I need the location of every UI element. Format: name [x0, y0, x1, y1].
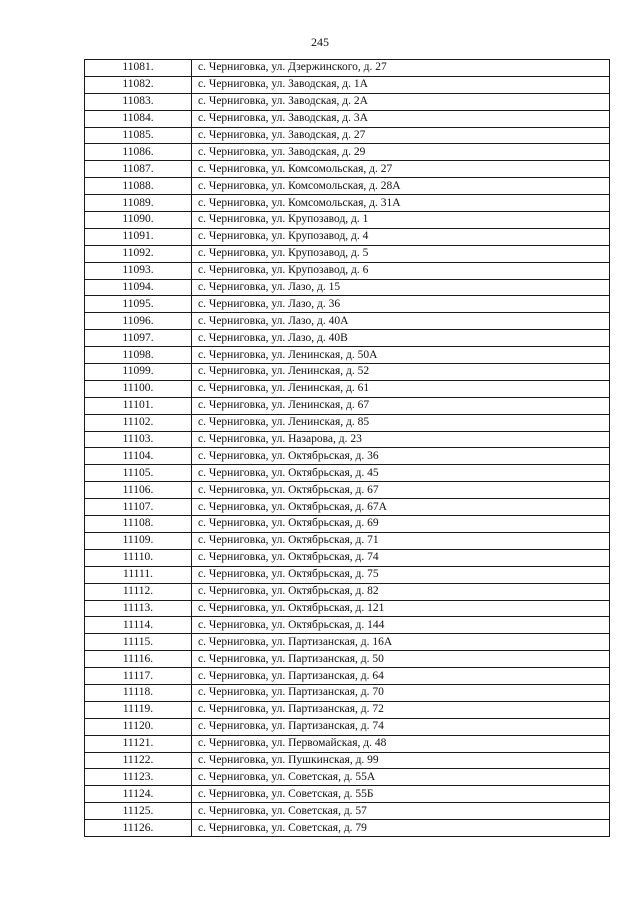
row-number-cell: 11089.	[85, 195, 192, 212]
table-row	[85, 566, 610, 583]
table-row	[85, 820, 610, 837]
address-cell: с. Черниговка, ул. Заводская, д. 3А	[192, 110, 610, 127]
address-cell: с. Черниговка, ул. Октябрьская, д. 144	[192, 617, 610, 634]
row-number-cell: 11086.	[85, 144, 192, 161]
address-cell: с. Черниговка, ул. Ленинская, д. 85	[192, 414, 610, 431]
table-row	[85, 228, 610, 245]
row-number-cell: 11109.	[85, 532, 192, 549]
address-cell: с. Черниговка, ул. Лазо, д. 40А	[192, 313, 610, 330]
table-row	[85, 634, 610, 651]
row-number-cell: 11103.	[85, 431, 192, 448]
row-number-cell: 11099.	[85, 364, 192, 381]
address-cell: с. Черниговка, ул. Октябрьская, д. 36	[192, 448, 610, 465]
row-number-cell: 11117.	[85, 668, 192, 685]
address-cell: с. Черниговка, ул. Крупозавод, д. 6	[192, 262, 610, 279]
address-cell: с. Черниговка, ул. Дзержинского, д. 27	[192, 60, 610, 77]
table-row	[85, 701, 610, 718]
table-row	[85, 279, 610, 296]
address-cell: с. Черниговка, ул. Октябрьская, д. 67А	[192, 499, 610, 516]
row-number-cell: 11083.	[85, 93, 192, 110]
table-row	[85, 549, 610, 566]
address-cell: с. Черниговка, ул. Назарова, д. 23	[192, 431, 610, 448]
address-cell: с. Черниговка, ул. Октябрьская, д. 121	[192, 600, 610, 617]
row-number-cell: 11088.	[85, 178, 192, 195]
table-row	[85, 499, 610, 516]
address-cell: с. Черниговка, ул. Заводская, д. 27	[192, 127, 610, 144]
row-number-cell: 11095.	[85, 296, 192, 313]
table-row	[85, 684, 610, 701]
table-row	[85, 651, 610, 668]
row-number-cell: 11106.	[85, 482, 192, 499]
address-cell: с. Черниговка, ул. Партизанская, д. 70	[192, 684, 610, 701]
address-cell: с. Черниговка, ул. Заводская, д. 1А	[192, 76, 610, 93]
row-number-cell: 11087.	[85, 161, 192, 178]
address-cell: с. Черниговка, ул. Крупозавод, д. 4	[192, 228, 610, 245]
table-row	[85, 465, 610, 482]
address-cell: с. Черниговка, ул. Советская, д. 79	[192, 820, 610, 837]
row-number-cell: 11100.	[85, 380, 192, 397]
address-cell: с. Черниговка, ул. Партизанская, д. 74	[192, 718, 610, 735]
address-cell: с. Черниговка, ул. Советская, д. 55А	[192, 769, 610, 786]
page-number: 245	[311, 35, 329, 49]
row-number-cell: 11118.	[85, 684, 192, 701]
address-cell: с. Черниговка, ул. Крупозавод, д. 1	[192, 212, 610, 229]
row-number-cell: 11096.	[85, 313, 192, 330]
address-cell: с. Черниговка, ул. Октябрьская, д. 69	[192, 516, 610, 533]
address-cell: с. Черниговка, ул. Ленинская, д. 67	[192, 397, 610, 414]
table-row	[85, 93, 610, 110]
address-cell: с. Черниговка, ул. Советская, д. 57	[192, 803, 610, 820]
address-cell: с. Черниговка, ул. Крупозавод, д. 5	[192, 245, 610, 262]
row-number-cell: 11124.	[85, 786, 192, 803]
row-number-cell: 11082.	[85, 76, 192, 93]
address-cell: с. Черниговка, ул. Советская, д. 55Б	[192, 786, 610, 803]
table-row	[85, 718, 610, 735]
row-number-cell: 11102.	[85, 414, 192, 431]
table-row	[85, 178, 610, 195]
table-row	[85, 431, 610, 448]
table-row	[85, 110, 610, 127]
address-cell: с. Черниговка, ул. Заводская, д. 2А	[192, 93, 610, 110]
address-cell: с. Черниговка, ул. Лазо, д. 40В	[192, 330, 610, 347]
address-cell: с. Черниговка, ул. Партизанская, д. 50	[192, 651, 610, 668]
row-number-cell: 11105.	[85, 465, 192, 482]
address-cell: с. Черниговка, ул. Ленинская, д. 52	[192, 364, 610, 381]
row-number-cell: 11112.	[85, 583, 192, 600]
row-number-cell: 11081.	[85, 60, 192, 77]
table-row	[85, 380, 610, 397]
row-number-cell: 11101.	[85, 397, 192, 414]
row-number-cell: 11094.	[85, 279, 192, 296]
table-row	[85, 60, 610, 77]
table-row	[85, 482, 610, 499]
row-number-cell: 11093.	[85, 262, 192, 279]
address-cell: с. Черниговка, ул. Октябрьская, д. 75	[192, 566, 610, 583]
address-cell: с. Черниговка, ул. Ленинская, д. 50А	[192, 347, 610, 364]
address-cell: с. Черниговка, ул. Партизанская, д. 64	[192, 668, 610, 685]
table-row	[85, 448, 610, 465]
table-row	[85, 313, 610, 330]
table-row	[85, 262, 610, 279]
table-row	[85, 516, 610, 533]
table-row	[85, 786, 610, 803]
row-number-cell: 11120.	[85, 718, 192, 735]
row-number-cell: 11111.	[85, 566, 192, 583]
table-row	[85, 583, 610, 600]
table-row	[85, 127, 610, 144]
address-cell: с. Черниговка, ул. Октябрьская, д. 45	[192, 465, 610, 482]
row-number-cell: 11115.	[85, 634, 192, 651]
address-cell: с. Черниговка, ул. Октябрьская, д. 71	[192, 532, 610, 549]
row-number-cell: 11092.	[85, 245, 192, 262]
table-row	[85, 144, 610, 161]
table-row	[85, 735, 610, 752]
row-number-cell: 11113.	[85, 600, 192, 617]
table-row	[85, 212, 610, 229]
table-row	[85, 769, 610, 786]
row-number-cell: 11097.	[85, 330, 192, 347]
table-row	[85, 245, 610, 262]
address-cell: с. Черниговка, ул. Октябрьская, д. 74	[192, 549, 610, 566]
row-number-cell: 11098.	[85, 347, 192, 364]
table-row	[85, 330, 610, 347]
row-number-cell: 11084.	[85, 110, 192, 127]
row-number-cell: 11108.	[85, 516, 192, 533]
row-number-cell: 11123.	[85, 769, 192, 786]
row-number-cell: 11085.	[85, 127, 192, 144]
row-number-cell: 11122.	[85, 752, 192, 769]
table-row	[85, 397, 610, 414]
address-cell: с. Черниговка, ул. Пушкинская, д. 99	[192, 752, 610, 769]
row-number-cell: 11125.	[85, 803, 192, 820]
address-table-body	[85, 60, 610, 837]
row-number-cell: 11126.	[85, 820, 192, 837]
table-row	[85, 668, 610, 685]
row-number-cell: 11116.	[85, 651, 192, 668]
table-row	[85, 414, 610, 431]
address-cell: с. Черниговка, ул. Октябрьская, д. 67	[192, 482, 610, 499]
address-cell: с. Черниговка, ул. Комсомольская, д. 31А	[192, 195, 610, 212]
address-cell: с. Черниговка, ул. Лазо, д. 36	[192, 296, 610, 313]
table-row	[85, 600, 610, 617]
address-cell: с. Черниговка, ул. Октябрьская, д. 82	[192, 583, 610, 600]
address-cell: с. Черниговка, ул. Партизанская, д. 16А	[192, 634, 610, 651]
address-cell: с. Черниговка, ул. Заводская, д. 29	[192, 144, 610, 161]
row-number-cell: 11091.	[85, 228, 192, 245]
address-cell: с. Черниговка, ул. Ленинская, д. 61	[192, 380, 610, 397]
table-row	[85, 347, 610, 364]
address-table	[84, 59, 610, 837]
table-row	[85, 803, 610, 820]
address-cell: с. Черниговка, ул. Партизанская, д. 72	[192, 701, 610, 718]
row-number-cell: 11090.	[85, 212, 192, 229]
table-row	[85, 617, 610, 634]
row-number-cell: 11121.	[85, 735, 192, 752]
address-cell: с. Черниговка, ул. Комсомольская, д. 28А	[192, 178, 610, 195]
table-row	[85, 296, 610, 313]
table-row	[85, 195, 610, 212]
table-row	[85, 752, 610, 769]
address-cell: с. Черниговка, ул. Первомайская, д. 48	[192, 735, 610, 752]
row-number-cell: 11110.	[85, 549, 192, 566]
address-cell: с. Черниговка, ул. Лазо, д. 15	[192, 279, 610, 296]
row-number-cell: 11107.	[85, 499, 192, 516]
table-row	[85, 364, 610, 381]
row-number-cell: 11119.	[85, 701, 192, 718]
row-number-cell: 11114.	[85, 617, 192, 634]
table-row	[85, 532, 610, 549]
table-row	[85, 76, 610, 93]
row-number-cell: 11104.	[85, 448, 192, 465]
table-row	[85, 161, 610, 178]
address-cell: с. Черниговка, ул. Комсомольская, д. 27	[192, 161, 610, 178]
